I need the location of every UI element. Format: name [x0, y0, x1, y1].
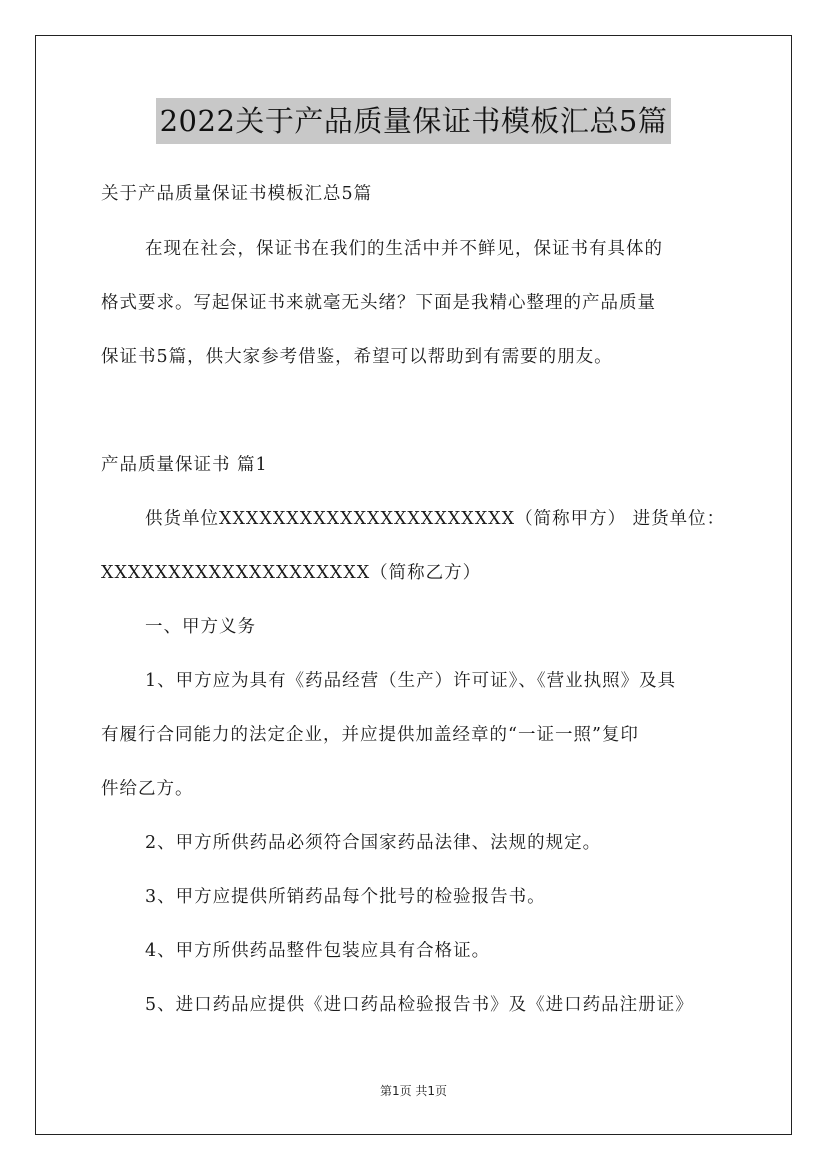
document-subtitle: 关于产品质量保证书模板汇总5篇	[101, 184, 373, 204]
intro-line-3: 保证书5篇，供大家参考借鉴，希望可以帮助到有需要的朋友。	[101, 347, 613, 367]
intro-line-2: 格式要求。写起保证书来就毫无头绪？下面是我精心整理的产品质量	[101, 293, 656, 313]
body-line-2: XXXXXXXXXXXXXXXXXXXX（简称乙方）	[101, 563, 482, 583]
title-container	[0, 98, 827, 144]
body-line-3: 一、甲方义务	[145, 617, 256, 637]
body-line-5: 有履行合同能力的法定企业，并应提供加盖经章的“一证一照”复印	[101, 725, 639, 745]
body-line-6: 件给乙方。	[101, 779, 194, 799]
body-line-1: 供货单位XXXXXXXXXXXXXXXXXXXXXX（简称甲方） 进货单位：	[145, 509, 726, 529]
page-footer: 第1页 共1页	[379, 1084, 448, 1098]
body-line-4: 1、甲方应为具有《药品经营（生产）许可证》、《营业执照》及具	[145, 671, 677, 691]
body-line-7: 2、甲方所供药品必须符合国家药品法律、法规的规定。	[145, 833, 602, 853]
body-line-10: 5、进口药品应提供《进口药品检验报告书》及《进口药品注册证》	[145, 995, 694, 1015]
body-line-8: 3、甲方应提供所销药品每个批号的检验报告书。	[145, 887, 546, 907]
document-title: 2022关于产品质量保证书模板汇总5篇	[156, 98, 672, 144]
intro-line-1: 在现在社会，保证书在我们的生活中并不鲜见，保证书有具体的	[145, 239, 663, 259]
section-heading: 产品质量保证书 篇1	[101, 455, 268, 475]
body-line-9: 4、甲方所供药品整件包装应具有合格证。	[145, 941, 491, 961]
